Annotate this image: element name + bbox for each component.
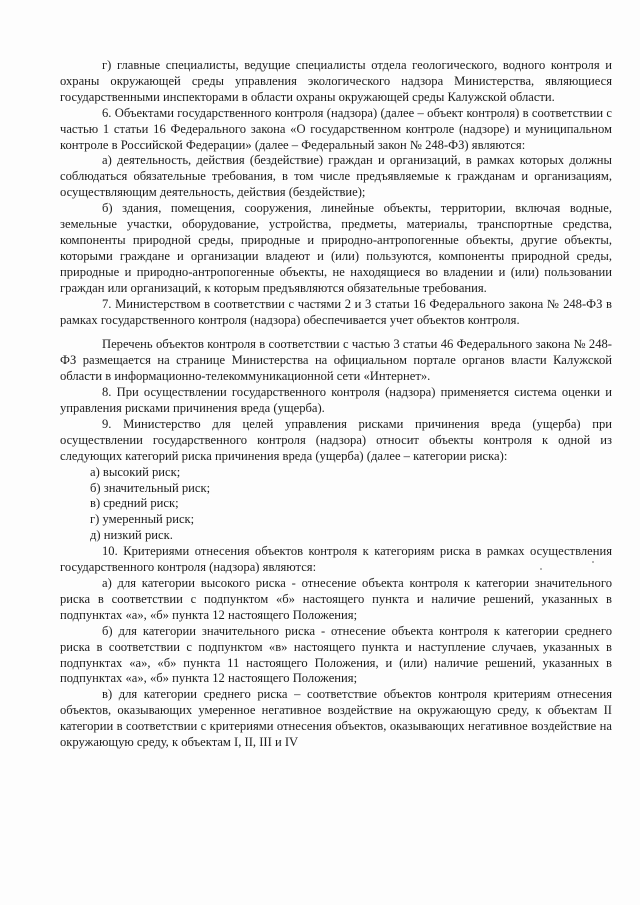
paragraph-10c-medium-risk: в) для категории среднего риска – соответствие объектов контроля критериям отнесения объектов, оказывающих умеренное негативное воздействие на окружающую среду, к объектам II категории в соответствии с критериями отнесения объектов, оказывающих негативное воздействие на окружающую среду, к объектам I, II, III и IV [60, 687, 612, 750]
scan-speck [540, 568, 542, 570]
paragraph-7-accounting: 7. Министерством в соответствии с частями 2 и 3 статьи 16 Федерального закона № 248-ФЗ в рамках государственного контроля (надзора) обеспечивается учет объектов контроля. [60, 296, 612, 327]
paragraph-9-risk-categories: 9. Министерство для целей управления рисками причинения вреда (ущерба) при осуществлении государственного контроля (надзора) относит объекты контроля к одной из следующих категорий риска причинения вреда (ущерба) (далее – категории риска): [60, 416, 612, 463]
paragraph-10-criteria: 10. Критериями отнесения объектов контроля к категориям риска в рамках осуществления государственного контроля (надзора) являются: [60, 544, 612, 575]
paragraph-list-of-objects: Перечень объектов контроля в соответствии с частью 3 статьи 46 Федерального закона № 248-ФЗ размещается на странице Министерства на официальном портале органов власти Калужской области в информационно-телекоммуникационной сети «Интернет». [60, 337, 612, 384]
list-item-low-risk: д) низкий риск. [90, 528, 173, 543]
paragraph-8-risk-system: 8. При осуществлении государственного контроля (надзора) применяется система оценки и управления рисками причинения вреда (ущерба). [60, 385, 612, 416]
paragraph-6b-buildings: б) здания, помещения, сооружения, линейные объекты, территории, включая водные, земельные участки, оборудование, устройства, предметы, материалы, транспортные средства, компоненты природной среды, природные и природно-антропогенные объекты, другие объекты, которыми граждане и организации владеют и (или) пользуются, компоненты природной среды, природные и природно-антропогенные объекты, не находящиеся во владении и (или) пользовании граждан или организаций, к которым предъявляются обязательные требования. [60, 201, 612, 295]
paragraph-6a-activities: а) деятельность, действия (бездействие) граждан и организаций, в рамках которых должны соблюдаться обязательные требования, в том числе предъявляемые к гражданам и организациям, осуществляющим деятельность, действия (бездействие); [60, 153, 612, 200]
paragraph-6-control-objects: 6. Объектами государственного контроля (надзора) (далее – объект контроля) в соответствии с частью 1 статьи 16 Федерального закона «О государственном контроле (надзоре) и муниципальном контроле в Российской Федерации» (далее – Федеральный закон № 248-ФЗ) являются: [60, 105, 612, 152]
paragraph-10a-high-risk: а) для категории высокого риска - отнесение объекта контроля к категории значительного риска в соответствии с подпунктом «б» настоящего пункта и наличие решений, указанных в подпунктах «а», «б» пункта 12 настоящего Положения; [60, 576, 612, 622]
scan-speck [592, 561, 594, 563]
list-item-significant-risk: б) значительный риск; [90, 480, 211, 495]
list-item-moderate-risk: г) умеренный риск; [90, 512, 195, 527]
list-item-high-risk: а) высокий риск; [90, 464, 181, 479]
list-item-medium-risk: в) средний риск; [90, 496, 179, 511]
document-body [60, 58, 612, 751]
paragraph-inspectors-g: г) главные специалисты, ведущие специалисты отдела геологического, водного контроля и охраны окружающей среды управления экологического надзора Министерства, являющиеся государственными инспекторами в области охраны окружающей среды Калужской области. [60, 58, 612, 104]
paragraph-10b-significant-risk: б) для категории значительного риска - отнесение объекта контроля к категории среднего риска в соответствии с подпунктом «в» настоящего пункта и наступление случаев, указанных в подпунктах «а», «б» пункта 11 настоящего Положения, и (или) наличие решений, указанных в подпунктах «а», «б» пункта 12 настоящего Положения; [60, 623, 612, 686]
